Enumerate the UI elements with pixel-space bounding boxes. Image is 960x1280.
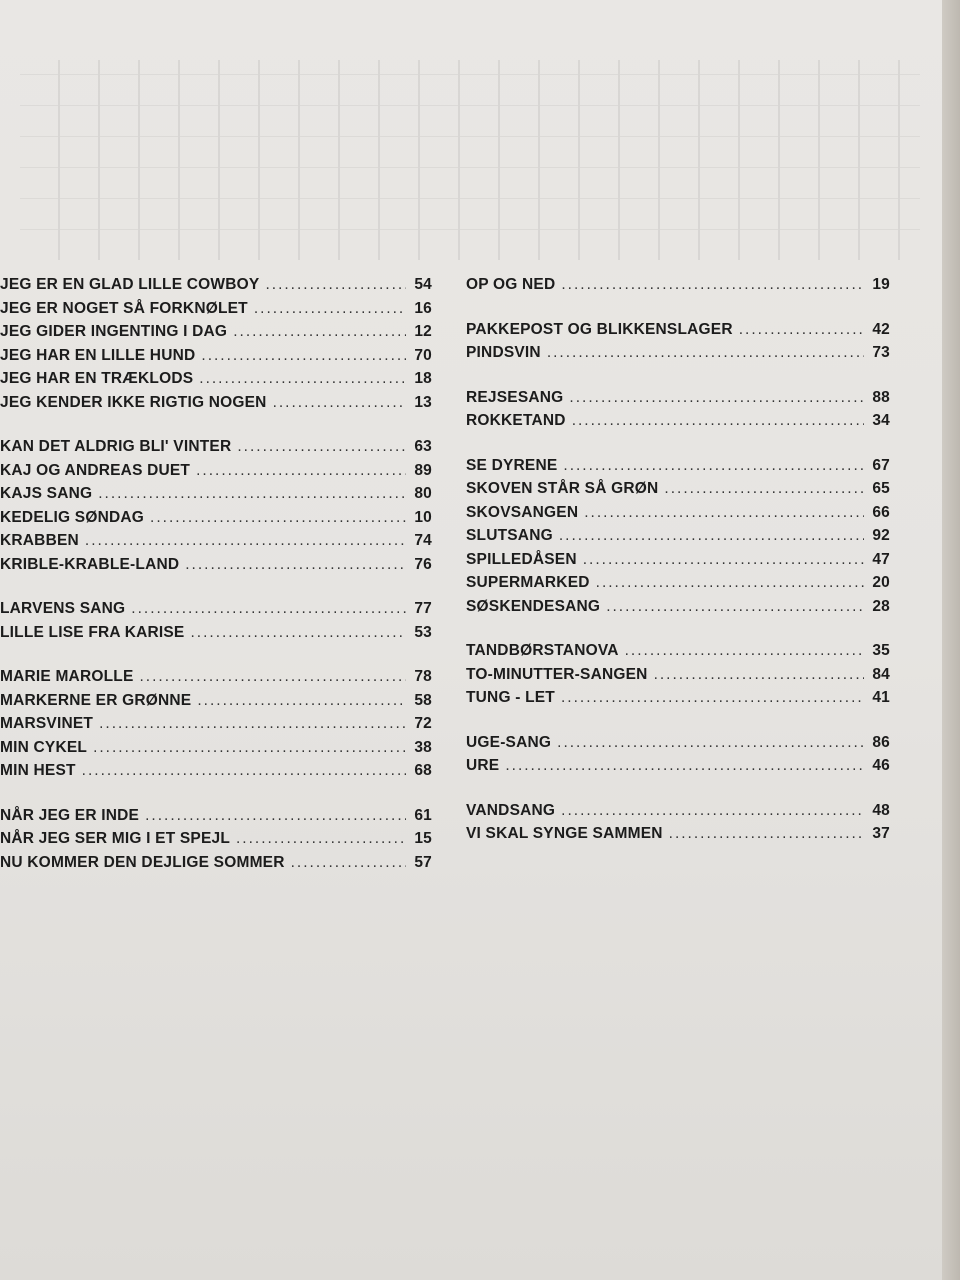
toc-entry xyxy=(0,509,432,533)
song-title: OP OG NED xyxy=(466,276,556,293)
song-title: SKOVSANGEN xyxy=(466,503,579,521)
dot-leader xyxy=(236,830,406,848)
toc-entry xyxy=(466,642,890,666)
page-number: 42 xyxy=(872,320,890,338)
song-title: VANDSANG xyxy=(466,801,556,819)
song-title: TUNG - LET xyxy=(466,689,555,706)
dot-leader xyxy=(739,321,864,339)
dot-leader xyxy=(185,556,406,574)
dot-leader xyxy=(196,462,406,480)
dot-leader xyxy=(93,739,406,757)
dot-leader xyxy=(669,825,864,843)
toc-entry xyxy=(0,854,432,878)
song-title: JEG GIDER INGENTING I DAG xyxy=(0,323,228,340)
group-spacer xyxy=(466,713,890,734)
toc-entry xyxy=(0,762,432,786)
page-number: 73 xyxy=(872,344,890,361)
page-number: 67 xyxy=(872,456,890,474)
song-title: JEG ER NOGET SÅ FORKNØLET xyxy=(0,299,248,317)
page-number: 68 xyxy=(414,762,432,779)
toc-entry xyxy=(466,802,890,826)
page-number: 13 xyxy=(414,393,432,411)
group-spacer xyxy=(0,647,432,668)
page-number: 88 xyxy=(872,388,890,406)
toc-entry xyxy=(466,598,890,622)
dot-leader xyxy=(233,323,406,341)
toc-entry xyxy=(466,689,890,713)
dot-leader xyxy=(625,642,864,660)
dot-leader xyxy=(664,480,864,498)
song-title: MARKERNE ER GRØNNE xyxy=(0,691,192,709)
toc-entry xyxy=(0,323,432,347)
group-spacer xyxy=(0,786,432,807)
toc-entry xyxy=(0,624,432,648)
song-title: KEDELIG SØNDAG xyxy=(0,508,145,526)
toc-entry xyxy=(0,276,432,300)
dot-leader xyxy=(547,344,864,362)
song-title: SØSKENDESANG xyxy=(466,597,601,615)
song-title: KRABBEN xyxy=(0,532,79,549)
page-number: 38 xyxy=(414,738,432,756)
dot-leader xyxy=(557,734,864,752)
page-number: 66 xyxy=(872,503,890,521)
page-number: 65 xyxy=(872,480,890,497)
song-title: TO-MINUTTER-SANGEN xyxy=(466,665,648,683)
dot-leader xyxy=(190,624,406,642)
dot-leader xyxy=(82,762,406,780)
song-title: MARIE MAROLLE xyxy=(0,668,134,685)
dot-leader xyxy=(561,689,864,707)
group-spacer xyxy=(466,436,890,457)
toc-entry xyxy=(466,527,890,551)
toc-entry xyxy=(0,830,432,854)
page-number: 12 xyxy=(414,323,432,340)
toc-entry xyxy=(0,532,432,556)
song-title: MIN HEST xyxy=(0,762,76,779)
dot-leader xyxy=(237,438,406,456)
toc-entry xyxy=(466,321,890,345)
song-title: SKOVEN STÅR SÅ GRØN xyxy=(466,480,659,497)
dot-leader xyxy=(254,300,406,318)
page-number: 41 xyxy=(872,689,890,706)
toc-entry xyxy=(0,715,432,739)
song-title: URE xyxy=(466,757,500,774)
page-number: 58 xyxy=(414,691,432,709)
song-title: PINDSVIN xyxy=(466,344,541,361)
song-title: LARVENS SANG xyxy=(0,600,126,617)
toc-entry xyxy=(466,344,890,368)
page-number: 54 xyxy=(414,276,432,293)
dot-leader xyxy=(199,370,406,388)
toc-entry xyxy=(0,739,432,763)
dot-leader xyxy=(150,509,406,527)
song-title: KAJS SANG xyxy=(0,485,93,502)
page-number: 57 xyxy=(414,853,432,871)
song-title: JEG HAR EN LILLE HUND xyxy=(0,346,196,364)
toc-entry xyxy=(0,668,432,692)
show-through-sheet-music xyxy=(20,60,920,260)
page-number: 92 xyxy=(872,527,890,544)
toc-entry xyxy=(466,412,890,436)
page-number: 20 xyxy=(872,574,890,591)
page-edge xyxy=(942,0,960,1280)
song-title: SUPERMARKED xyxy=(466,574,590,591)
page-number: 48 xyxy=(872,801,890,819)
group-spacer xyxy=(466,781,890,802)
toc-entry xyxy=(0,485,432,509)
dot-leader xyxy=(131,600,406,618)
page-number: 16 xyxy=(414,299,432,317)
toc-entry xyxy=(0,692,432,716)
toc-entry xyxy=(466,757,890,781)
page-number: 77 xyxy=(414,600,432,617)
song-title: UGE-SANG xyxy=(466,733,552,751)
dot-leader xyxy=(139,668,406,686)
page-number: 37 xyxy=(872,825,890,842)
dot-leader xyxy=(596,574,864,592)
song-title: PAKKEPOST OG BLIKKENSLAGER xyxy=(466,320,733,338)
toc-entry xyxy=(466,457,890,481)
toc-entry xyxy=(0,394,432,418)
dot-leader xyxy=(559,527,864,545)
page-number: 53 xyxy=(414,623,432,641)
song-title: TANDBØRSTANOVA xyxy=(466,642,619,659)
song-title: MARSVINET xyxy=(0,715,94,732)
dot-leader xyxy=(98,485,406,503)
song-title: MIN CYKEL xyxy=(0,738,88,756)
toc-entry xyxy=(466,666,890,690)
toc-entry xyxy=(466,504,890,528)
song-title: JEG KENDER IKKE RIGTIG NOGEN xyxy=(0,393,267,411)
group-spacer xyxy=(466,300,890,321)
toc-left-column xyxy=(0,276,432,877)
page-number: 72 xyxy=(414,715,432,732)
page-number: 89 xyxy=(414,461,432,479)
toc-entry xyxy=(466,389,890,413)
song-title: KAN DET ALDRIG BLI' VINTER xyxy=(0,438,232,455)
page-number: 74 xyxy=(414,532,432,549)
song-title: KRIBLE-KRABLE-LAND xyxy=(0,555,180,573)
toc-right-column xyxy=(466,276,890,849)
group-spacer xyxy=(466,621,890,642)
toc-entry xyxy=(466,574,890,598)
dot-leader xyxy=(85,532,406,550)
dot-leader xyxy=(99,715,406,733)
page-number: 86 xyxy=(872,733,890,751)
page-number: 46 xyxy=(872,757,890,774)
dot-leader xyxy=(606,598,864,616)
toc-entry xyxy=(466,551,890,575)
dot-leader xyxy=(273,394,406,412)
page-number: 34 xyxy=(872,412,890,429)
dot-leader xyxy=(505,757,864,775)
page-number: 78 xyxy=(414,668,432,685)
group-spacer xyxy=(0,579,432,600)
song-title: KAJ OG ANDREAS DUET xyxy=(0,461,191,479)
page-number: 84 xyxy=(872,665,890,683)
page-number: 35 xyxy=(872,642,890,659)
toc-entry xyxy=(0,300,432,324)
song-title: LILLE LISE FRA KARISE xyxy=(0,623,185,641)
song-title: NÅR JEG ER INDE xyxy=(0,806,140,824)
toc-entry xyxy=(0,370,432,394)
song-title: JEG ER EN GLAD LILLE COWBOY xyxy=(0,276,260,293)
dot-leader xyxy=(583,551,864,569)
song-title: SE DYRENE xyxy=(466,456,558,474)
song-title: JEG HAR EN TRÆKLODS xyxy=(0,370,194,387)
dot-leader xyxy=(197,692,406,710)
page-number: 47 xyxy=(872,550,890,568)
dot-leader xyxy=(201,347,406,365)
toc-entry xyxy=(466,480,890,504)
dot-leader xyxy=(584,504,864,522)
dot-leader xyxy=(291,854,406,872)
dot-leader xyxy=(572,412,864,430)
song-title: ROKKETAND xyxy=(466,412,566,429)
page-number: 70 xyxy=(414,346,432,364)
song-title: SPILLEDÅSEN xyxy=(466,550,577,568)
page-number: 63 xyxy=(414,438,432,455)
dot-leader xyxy=(145,807,406,825)
dot-leader xyxy=(265,276,406,294)
toc-entry xyxy=(466,825,890,849)
dot-leader xyxy=(569,389,864,407)
toc-entry xyxy=(466,276,890,300)
toc-entry xyxy=(466,734,890,758)
page-number: 18 xyxy=(414,370,432,387)
dot-leader xyxy=(654,666,864,684)
toc-entry xyxy=(0,438,432,462)
toc-entry xyxy=(0,347,432,371)
toc-entry xyxy=(0,462,432,486)
toc-entry xyxy=(0,807,432,831)
song-title: SLUTSANG xyxy=(466,527,553,544)
page-number: 19 xyxy=(872,276,890,293)
dot-leader xyxy=(563,457,864,475)
page-number: 15 xyxy=(414,830,432,847)
page-number: 61 xyxy=(414,806,432,824)
song-title: VI SKAL SYNGE SAMMEN xyxy=(466,825,663,842)
song-title: NU KOMMER DEN DEJLIGE SOMMER xyxy=(0,853,285,871)
group-spacer xyxy=(0,417,432,438)
dot-leader xyxy=(561,802,864,820)
page-number: 28 xyxy=(872,597,890,615)
page-number: 10 xyxy=(414,508,432,526)
page-number: 80 xyxy=(414,485,432,502)
song-title: REJSESANG xyxy=(466,388,564,406)
page-number: 76 xyxy=(414,555,432,573)
toc-entry xyxy=(0,556,432,580)
toc-entry xyxy=(0,600,432,624)
group-spacer xyxy=(466,368,890,389)
song-title: NÅR JEG SER MIG I ET SPEJL xyxy=(0,830,230,847)
dot-leader xyxy=(561,276,864,294)
